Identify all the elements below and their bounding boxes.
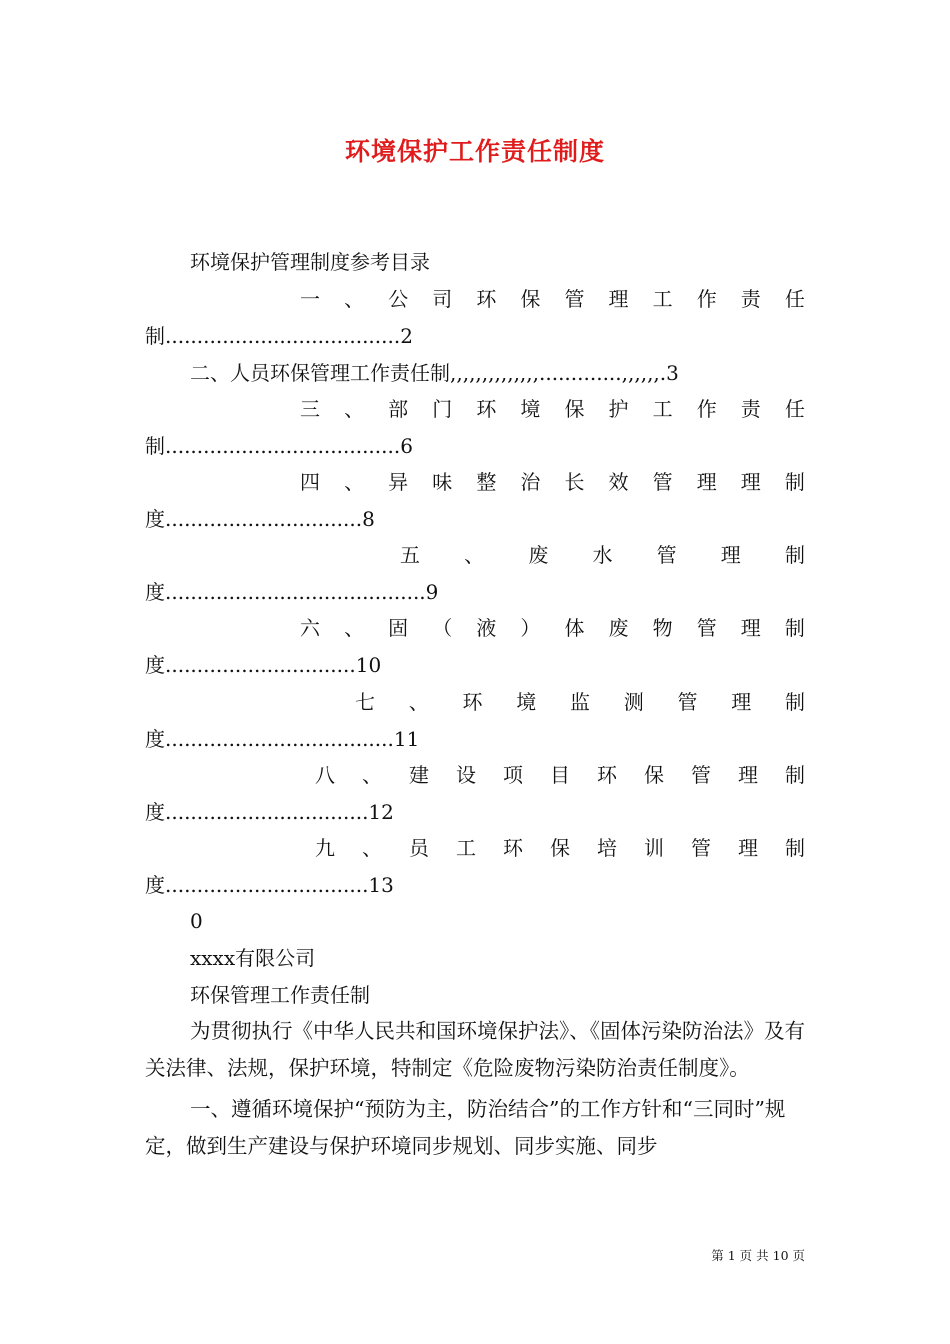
toc-item-6: 六 、 固 （ 液 ） 体 废 物 管 理 制 <box>300 616 805 640</box>
toc-item-7-tail: 度....................................11 <box>145 727 420 751</box>
company-name: xxxx有限公司 <box>190 946 316 970</box>
toc-item-5-tail: 度.........................................9 <box>145 580 439 604</box>
toc-item-4: 四 、 异 味 整 治 长 效 管 理 理 制 <box>300 470 805 494</box>
toc-heading: 环境保护管理制度参考目录 <box>190 250 430 274</box>
toc-item-8: 八 、 建 设 项 目 环 保 管 理 制 <box>315 763 805 787</box>
toc-item-9-tail: 度................................13 <box>145 873 394 897</box>
document-title: 环境保护工作责任制度 <box>344 137 605 166</box>
section-title: 环保管理工作责任制 <box>190 983 370 1007</box>
toc-item-2: 二、人员环保管理工作责任制,,,,,,,,,,,,,,.............,,,,,,.3 <box>190 361 679 385</box>
toc-item-5: 五 、 废 水 管 理 制 <box>400 543 805 567</box>
paragraph-2: 一、遵循环境保护“预防为主，防治结合”的工作方针和“三同时”规定，做到生产建设与保护环境同步规划、同步实施、同步 <box>145 1097 786 1158</box>
body-content <box>145 1013 805 1165</box>
toc-item-8-tail: 度................................12 <box>145 800 394 824</box>
toc-item-1: 一 、 公 司 环 保 管 理 工 作 责 任 <box>300 287 805 311</box>
paragraph-1: 为贯彻执行《中华人民共和国环境保护法》、《固体污染防治法》及有关法律、法规，保护环境，特制定《危险废物污染防治责任制度》。 <box>145 1019 805 1080</box>
toc-item-3-tail: 制.....................................6 <box>145 434 413 458</box>
toc-item-7: 七 、 环 境 监 测 管 理 制 <box>355 690 805 714</box>
toc-end-number: 0 <box>190 909 203 933</box>
page-footer: 第 1 页 共 10 页 <box>711 1248 805 1263</box>
toc-item-6-tail: 度..............................10 <box>145 653 382 677</box>
toc-item-4-tail: 度...............................8 <box>145 507 375 531</box>
toc-item-3: 三 、 部 门 环 境 保 护 工 作 责 任 <box>300 397 805 421</box>
toc-item-1-tail: 制.....................................2 <box>145 324 413 348</box>
toc-item-9: 九 、 员 工 环 保 培 训 管 理 制 <box>315 836 805 860</box>
